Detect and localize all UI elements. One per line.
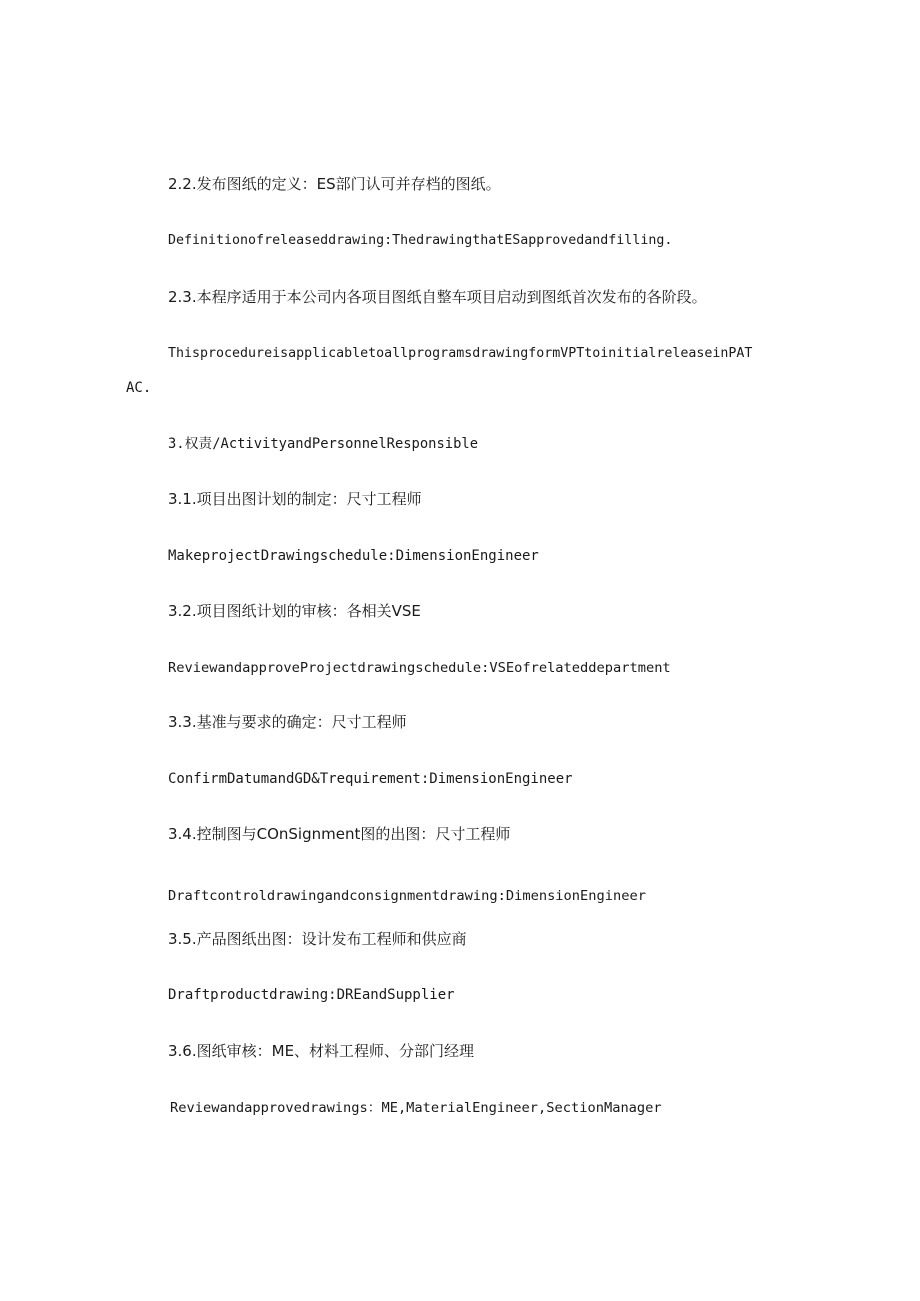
- section-3-2-english: ReviewandapproveProjectdrawingschedule:VSEofrelateddepartment: [168, 660, 671, 676]
- section-2-3-english-line2: AC.: [126, 380, 152, 396]
- section-3-3-heading: 3.3.基准与要求的确定：尺寸工程师: [168, 713, 407, 731]
- section-3-1-english: MakeprojectDrawingschedule:DimensionEngineer: [168, 548, 539, 564]
- section-3-4-heading: 3.4.控制图与COnSignment图的出图：尺寸工程师: [168, 825, 511, 843]
- section-3-6-english: Reviewandapprovedrawings：ME,MaterialEngineer,SectionManager: [170, 1100, 662, 1116]
- section-3-3-english: ConfirmDatumandGD&Trequirement:DimensionEngineer: [168, 771, 573, 787]
- section-3-4-english: Draftcontroldrawingandconsignmentdrawing:DimensionEngineer: [168, 888, 646, 904]
- section-2-3-heading: 2.3.本程序适用于本公司内各项目图纸自整车项目启动到图纸首次发布的各阶段。: [168, 288, 707, 306]
- section-3-2-heading: 3.2.项目图纸计划的审核：各相关VSE: [168, 602, 421, 620]
- section-2-2-english: Definitionofreleaseddrawing:ThedrawingthatESapprovedandfilling.: [168, 233, 673, 248]
- section-3-heading: 3.权责/ActivityandPersonnelResponsible: [168, 436, 479, 452]
- section-3-5-heading: 3.5.产品图纸出图：设计发布工程师和供应商: [168, 930, 467, 948]
- section-3-1-heading: 3.1.项目出图计划的制定：尺寸工程师: [168, 490, 422, 508]
- section-2-3-english-line1: ThisprocedureisapplicabletoallprogramsdrawingformVPTtoinitialreleaseinPAT: [168, 346, 753, 361]
- section-2-2-heading: 2.2.发布图纸的定义：ES部门认可并存档的图纸。: [168, 175, 501, 193]
- section-3-5-english: Draftproductdrawing:DREandSupplier: [168, 987, 455, 1003]
- section-3-6-heading: 3.6.图纸审核：ME、材料工程师、分部门经理: [168, 1042, 475, 1060]
